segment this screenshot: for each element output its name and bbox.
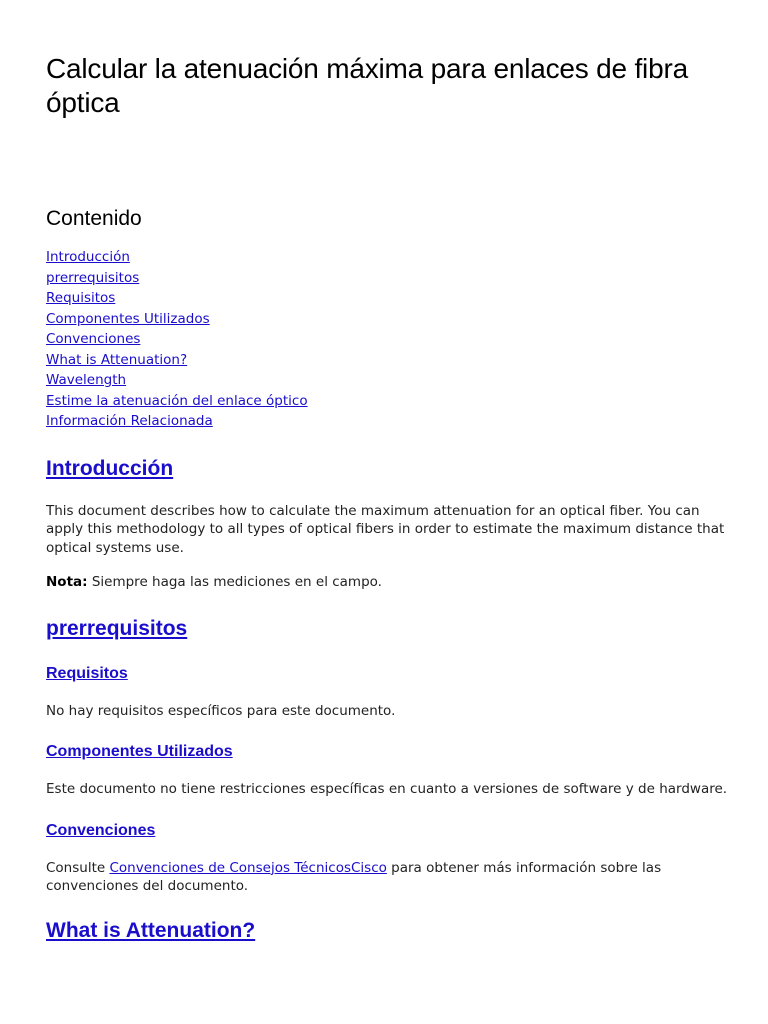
nota-text: Siempre haga las mediciones en el campo. (87, 574, 382, 590)
section-heading-prerrequisitos (46, 616, 728, 642)
toc-link-wavelength[interactable]: Wavelength (46, 372, 127, 388)
section-link-attenuation[interactable]: What is Attenuation? (46, 918, 256, 942)
toc-link-informacion[interactable]: Información Relacionada (46, 413, 213, 429)
toc-item (46, 268, 728, 289)
toc-item (46, 288, 728, 309)
toc-item (46, 247, 728, 268)
toc-link-introduccion[interactable]: Introducción (46, 249, 130, 265)
section-heading-attenuation (46, 918, 728, 944)
requisitos-paragraph: No hay requisitos específicos para este documento. (46, 702, 396, 719)
nota-label: Nota: (46, 574, 88, 590)
toc-link-estime[interactable]: Estime la atenuación del enlace óptico (46, 392, 308, 409)
componentes-paragraph: Este documento no tiene restricciones específicas en cuanto a versiones de software y de hardware. (46, 781, 728, 797)
section-link-componentes[interactable]: Componentes Utilizados (46, 743, 233, 760)
section-link-introduccion[interactable]: Introducción (46, 456, 174, 480)
toc-item (46, 411, 728, 432)
section-link-requisitos[interactable]: Requisitos (46, 664, 128, 682)
toc-link-componentes[interactable]: Componentes Utilizados (46, 310, 210, 327)
convenciones-link[interactable]: Convenciones de Consejos TécnicosCisco (109, 859, 387, 876)
toc-item (46, 370, 728, 391)
convenciones-text-before: Consulte (46, 859, 110, 876)
page-title: Calcular la atenuación máxima para enlaces de fibra óptica (46, 53, 688, 118)
toc-link-attenuation[interactable]: What is Attenuation? (46, 351, 188, 368)
convenciones-paragraph (46, 859, 728, 896)
section-link-prerrequisitos[interactable]: prerrequisitos (46, 616, 188, 640)
section-heading-componentes (46, 742, 728, 762)
toc-link-requisitos[interactable]: Requisitos (46, 290, 116, 306)
toc-item (46, 391, 728, 412)
section-link-convenciones[interactable]: Convenciones (46, 821, 156, 839)
section-heading-convenciones (46, 821, 728, 841)
introduccion-paragraph: This document describes how to calculate the maximum attenuation for an optical fiber. You can apply this methodology to all types of optical fibers in order to estimate the maximum distance that optical systems use. (46, 502, 725, 556)
convenciones-text-after: para obtener más información sobre las convenciones del documento. (46, 859, 662, 894)
toc-link-convenciones[interactable]: Convenciones (46, 331, 141, 347)
section-heading-requisitos (46, 664, 728, 684)
toc-link-prerrequisitos[interactable]: prerrequisitos (46, 269, 140, 286)
toc-item (46, 329, 728, 350)
table-of-contents (46, 247, 728, 432)
nota-paragraph (46, 573, 728, 592)
toc-heading: Contenido (46, 207, 142, 230)
toc-item (46, 309, 728, 330)
section-heading-introduccion (46, 456, 728, 482)
toc-item (46, 350, 728, 371)
